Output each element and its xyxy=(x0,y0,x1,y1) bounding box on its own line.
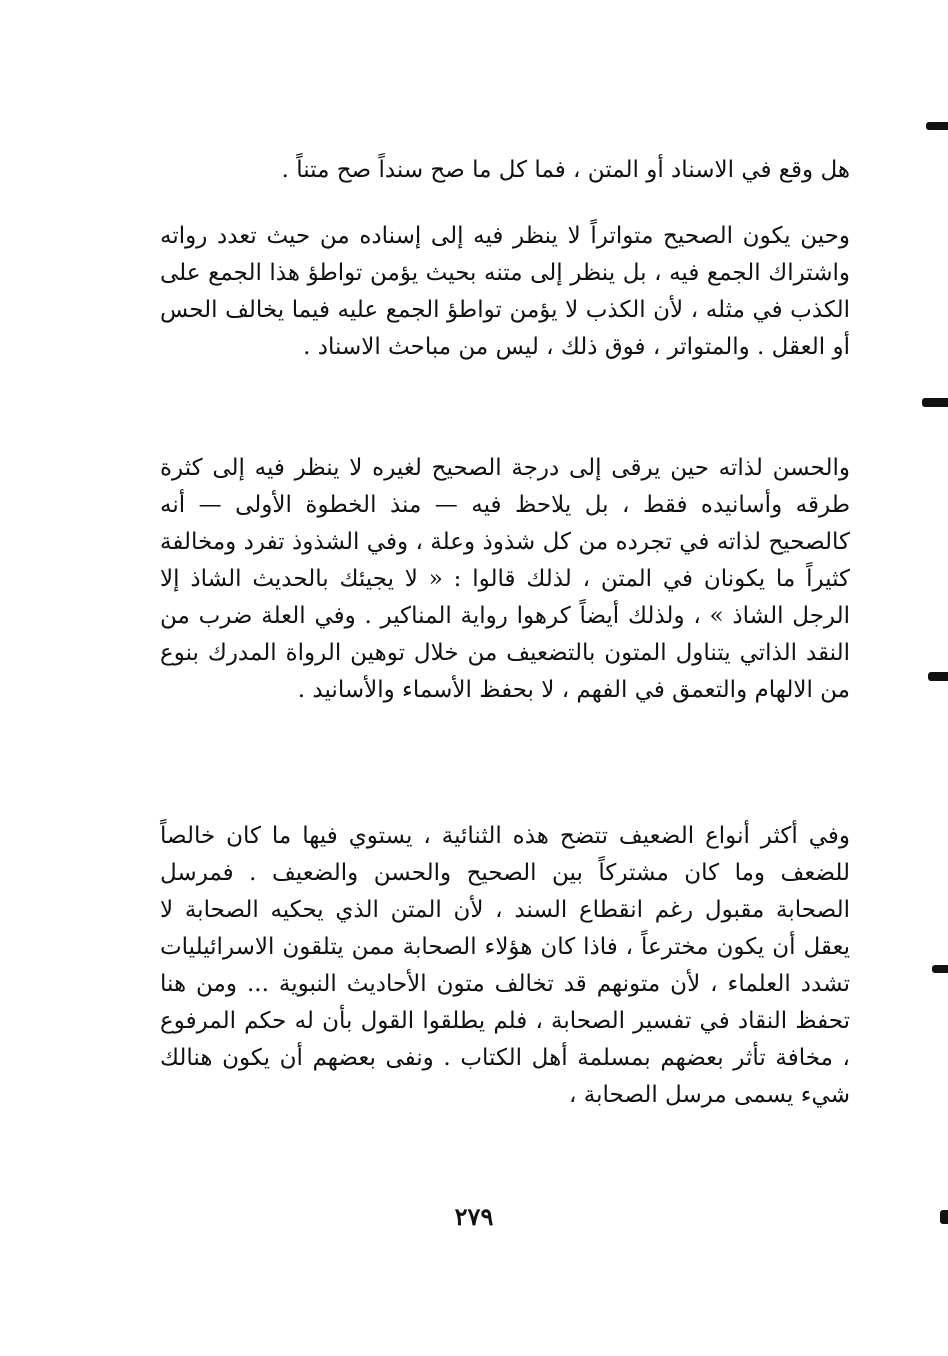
paragraph-text: وفي أكثر أنواع الضعيف تتضح هذه الثنائية ، يستوي فيها ما كان خالصاً للضعف وما كان مشتركاً بين الصحيح والحسن والضعيف . فمرسل الصحابة مقبول رغم انقطاع السند ، لأن المتن الذي يحكيه الصحابة لا يعقل أن يكون مخترعاً ، فاذا كان هؤلاء الصحابة ممن يتلقون الاسرائيليات تشدد العلماء ، لأن متونهم قد تخالف متون الأحاديث النبوية ... ومن هنا تحفظ النقاد في تفسير الصحابة ، فلم يطلقوا القول بأن له حكم المرفوع ، مخافة تأثر بعضهم بمسلمة أهل الكتاب . ونفى بعضهم أن يكون هنالك شيء يسمى مرسل الصحابة ، xyxy=(160,823,850,1108)
page-number: ٢٧٩ xyxy=(454,1202,494,1231)
paragraph-4 xyxy=(160,818,850,1114)
scan-edge-mark xyxy=(922,398,948,407)
paragraph-text: والحسن لذاته حين يرقى إلى درجة الصحيح لغيره لا ينظر فيه إلى كثرة طرقه وأسانيده فقط ، بل يلاحظ فيه — منذ الخطوة الأولى — أنه كالصحيح لذاته في تجرده من كل شذوذ وعلة ، وفي الشذوذ تفرد ومخالفة كثيراً ما يكونان في المتن ، لذلك قالوا : « لا يجيئك بالحديث الشاذ إلا الرجل الشاذ » ، ولذلك أيضاً كرهوا رواية المناكير . وفي العلة ضرب من النقد الذاتي يتناول المتون بالتضعيف من خلال توهين الرواة المدرك بنوع من الالهام والتعمق في الفهم ، لا بحفظ الأسماء والأسانيد . xyxy=(160,455,850,703)
scan-edge-mark xyxy=(932,965,948,973)
paragraph-1 xyxy=(160,152,850,189)
paragraph-2 xyxy=(160,218,850,366)
scan-edge-mark xyxy=(928,672,948,681)
scan-edge-mark xyxy=(926,122,948,130)
paragraph-text: وحين يكون الصحيح متواتراً لا ينظر فيه إلى إسناده من حيث تعدد رواته واشتراك الجمع فيه ، بل ينظر إلى متنه بحيث يؤمن تواطؤ هذا الجمع على الكذب في مثله ، لأن الكذب لا يؤمن تواطؤ الجمع عليه فيما يخالف الحس أو العقل . والمتواتر ، فوق ذلك ، ليس من مباحث الاسناد . xyxy=(160,223,850,360)
paragraph-text: هل وقع في الاسناد أو المتن ، فما كل ما صح سنداً صح متناً . xyxy=(281,157,850,183)
scan-edge-mark xyxy=(940,1210,948,1224)
paragraph-3 xyxy=(160,450,850,709)
